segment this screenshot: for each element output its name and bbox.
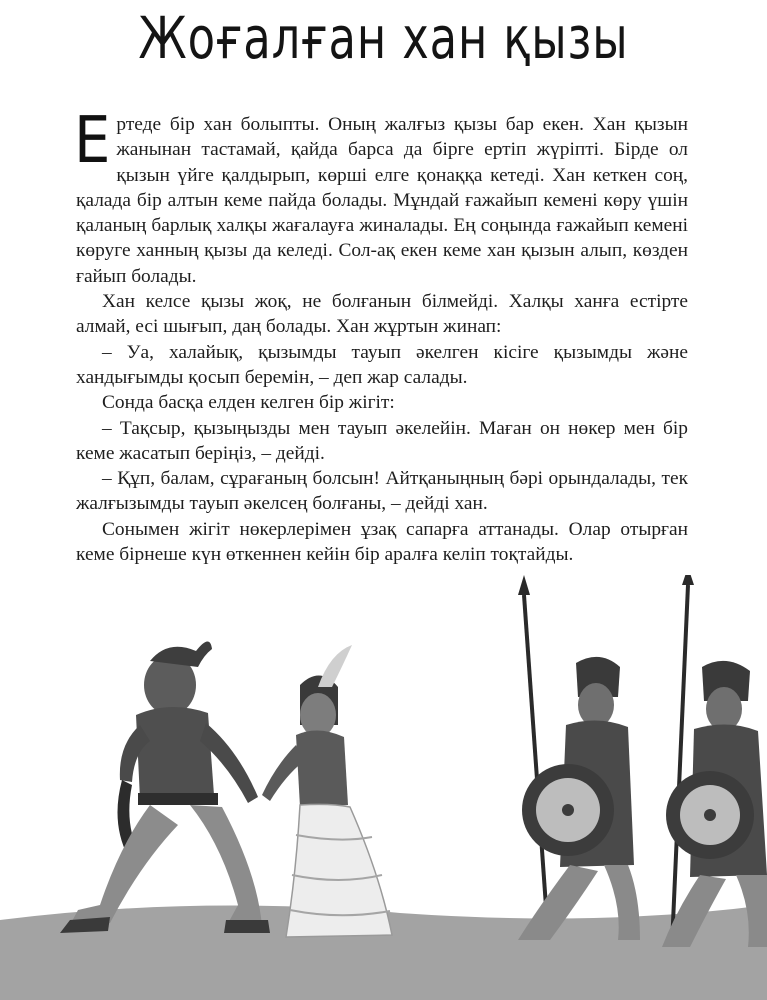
- paragraph-3: – Уа, халайық, қызымды тауып әкелген кісіге қызымды және хандығымды қосып беремін, – деп жар салады.: [76, 341, 688, 388]
- paragraph-5: – Тақсыр, қызыңызды мен тауып әкелейін. Маған он нөкер мен бір кеме жасатып беріңіз, – дейді.: [76, 417, 688, 464]
- young-man-figure: [60, 641, 270, 933]
- paragraph-4: Сонда басқа елден келген бір жігіт:: [102, 392, 395, 414]
- paragraph-6: – Құп, балам, сұрағаның болсын! Айтқаныңның бәрі орындалады, тек жалғызымды тауып әкелсең болғаны, – дейді хан.: [76, 468, 688, 515]
- drop-cap: Е: [74, 104, 111, 178]
- paragraph-7: Сонымен жігіт нөкерлерімен ұзақ сапарға аттанады. Олар отырған кеме бірнеше күн өткеннен кейін бір аралға келіп тоқтайды.: [76, 518, 688, 566]
- story-text: [74, 104, 688, 567]
- paragraph-2: Хан келсе қызы жоқ, не болғанын білмейді. Халқы ханға естірте алмай, есі шығып, даң болады. Хан жұртын жинап:: [76, 291, 688, 338]
- paragraph-1-text: ртеде бір хан болыпты. Оның жалғыз қызы бар екен. Хан қызын жанынан тастамай, қайда барса да бірге ертіп жүріпті. Бірде ол қызын үйге қалдырып, көрші елге қонаққа кетеді. Хан кеткен соң, қалада бір алтын кеме пайда болады. Мұндай ғажайып кемені көру үшін қаланың барлық халқы жағалауға жиналады. Ең соңында ғажайып кемені көруге ханның қызы да келеді. Сол-ақ екен кеме хан қызын алып, көзден ғайып болады.: [76, 114, 688, 287]
- princess-figure: [262, 645, 392, 937]
- story-title: Жоғалған хан қызы: [138, 4, 629, 72]
- paragraph-1: [74, 104, 688, 289]
- story-illustration: [0, 575, 767, 1000]
- warrior-with-shield-1: [518, 575, 640, 940]
- warrior-with-shield-2: [662, 575, 767, 947]
